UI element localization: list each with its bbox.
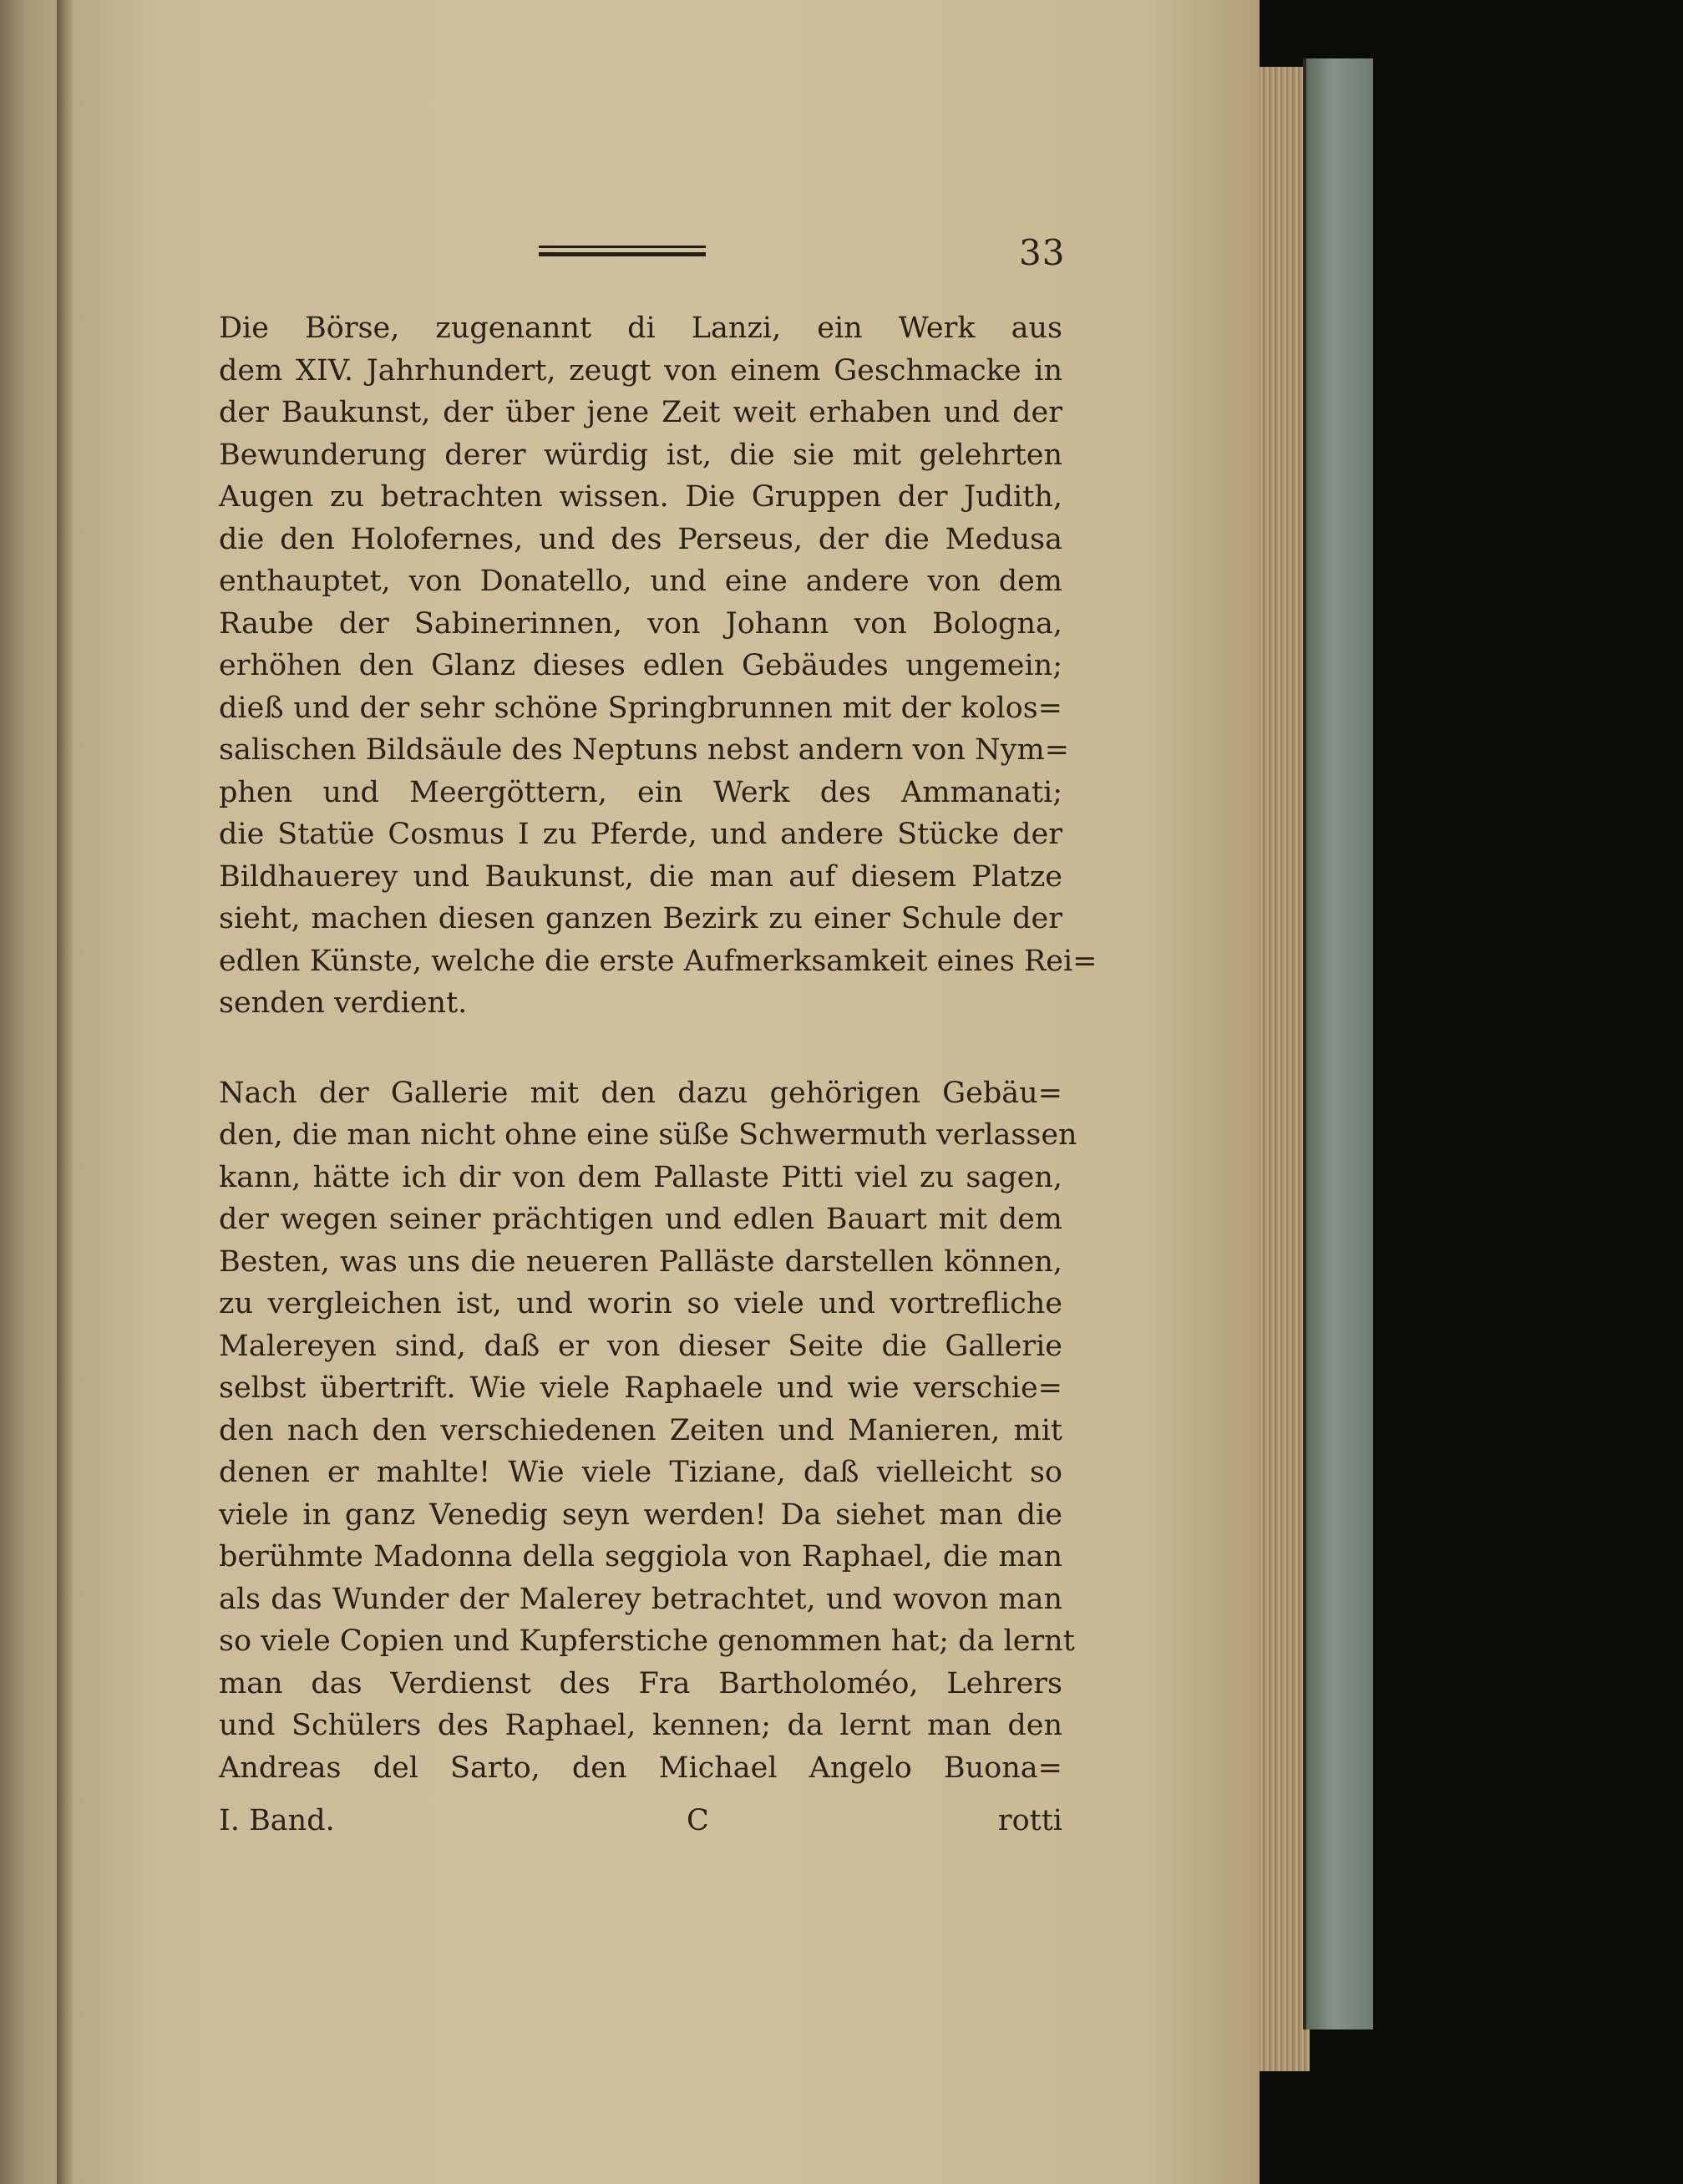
text-line: viele in ganz Venedig seyn werden! Da siehet man die: [219, 1497, 1062, 1532]
text-line: man das Verdienst des Fra Bartholoméo, Lehrers: [219, 1666, 1062, 1700]
text-line: kann, hätte ich dir von dem Pallaste Pitti viel zu sagen,: [219, 1160, 1062, 1194]
volume-signature: I. Band.: [219, 1804, 335, 1837]
catchword: rotti: [997, 1804, 1062, 1837]
book-cover-edge: [1303, 58, 1373, 2029]
text-line: der wegen seiner prächtigen und edlen Bauart mit dem: [219, 1203, 1062, 1236]
text-line: dem XIV. Jahrhundert, zeugt von einem Geschmacke in: [219, 353, 1062, 388]
page-number: 33: [1019, 232, 1066, 273]
text-line: Besten, was uns die neueren Palläste darstellen können,: [219, 1244, 1062, 1279]
text-line: sieht, machen diesen ganzen Bezirk zu einer Schule der: [219, 902, 1062, 935]
text-line: edlen Künste, welche die erste Aufmerksamkeit eines Rei=: [219, 944, 1097, 978]
text-line: zu vergleichen ist, und worin so viele und vortrefliche: [219, 1287, 1062, 1320]
text-line: Augen zu betrachten wissen. Die Gruppen der Judith,: [219, 480, 1062, 514]
facing-page-edge: [0, 0, 65, 2184]
text-line: die Statüe Cosmus I zu Pferde, und andere Stücke der: [219, 818, 1062, 851]
text-line: der Baukunst, der über jene Zeit weit erhaben und der: [219, 396, 1062, 429]
paragraph-1: [219, 307, 1097, 1025]
text-line: salischen Bildsäule des Neptuns nebst andern von Nym=: [219, 733, 1069, 767]
text-line: Die Börse, zugenannt di Lanzi, ein Werk aus: [219, 312, 1062, 345]
text-line: dieß und der sehr schöne Springbrunnen mit der kolos=: [219, 691, 1062, 725]
header-rule-thin: [539, 246, 706, 248]
header-rule-thick: [539, 252, 706, 256]
text-line: phen und Meergöttern, ein Werk des Ammanati;: [219, 775, 1062, 809]
book-gutter: [57, 0, 74, 2184]
text-line: die den Holofernes, und des Perseus, der die Medusa: [219, 522, 1062, 556]
text-line: selbst übertrift. Wie viele Raphaele und wie verschie=: [219, 1371, 1062, 1405]
text-line: berühmte Madonna della seggiola von Raphael, die man: [219, 1540, 1062, 1573]
text-line: erhöhen den Glanz dieses edlen Gebäudes ungemein;: [219, 649, 1062, 682]
text-line: Nach der Gallerie mit den dazu gehörigen Gebäu=: [219, 1076, 1062, 1110]
text-line: enthauptet, von Donatello, und eine andere von dem: [219, 565, 1062, 598]
text-line: senden verdient.: [219, 986, 468, 1020]
text-line: den, die man nicht ohne eine süße Schwermuth verlassen: [219, 1118, 1077, 1152]
paragraph-2: [219, 1072, 1077, 1790]
text-line: so viele Copien und Kupferstiche genommen hat; da lernt: [219, 1624, 1075, 1658]
text-line: Andreas del Sarto, den Michael Angelo Buona=: [219, 1751, 1062, 1785]
text-line: Bewunderung derer würdig ist, die sie mit gelehrten: [219, 438, 1062, 472]
text-line: den nach den verschiedenen Zeiten und Manieren, mit: [219, 1413, 1062, 1447]
text-line: Malereyen sind, daß er von dieser Seite die Gallerie: [219, 1329, 1062, 1363]
page-footer: [219, 1804, 1062, 1846]
text-line: Bildhauerey und Baukunst, die man auf diesem Platze: [219, 859, 1062, 894]
sheet-signature-mark: C: [687, 1804, 709, 1837]
text-line: und Schülers des Raphael, kennen; da lernt man den: [219, 1709, 1062, 1742]
text-line: als das Wunder der Malerey betrachtet, und wovon man: [219, 1582, 1062, 1616]
page-block-edges: [1260, 67, 1310, 2071]
body-text: [219, 307, 1097, 1789]
text-line: denen er mahlte! Wie viele Tiziane, daß vielleicht so: [219, 1456, 1062, 1489]
text-line: Raube der Sabinerinnen, von Johann von Bologna,: [219, 606, 1062, 641]
